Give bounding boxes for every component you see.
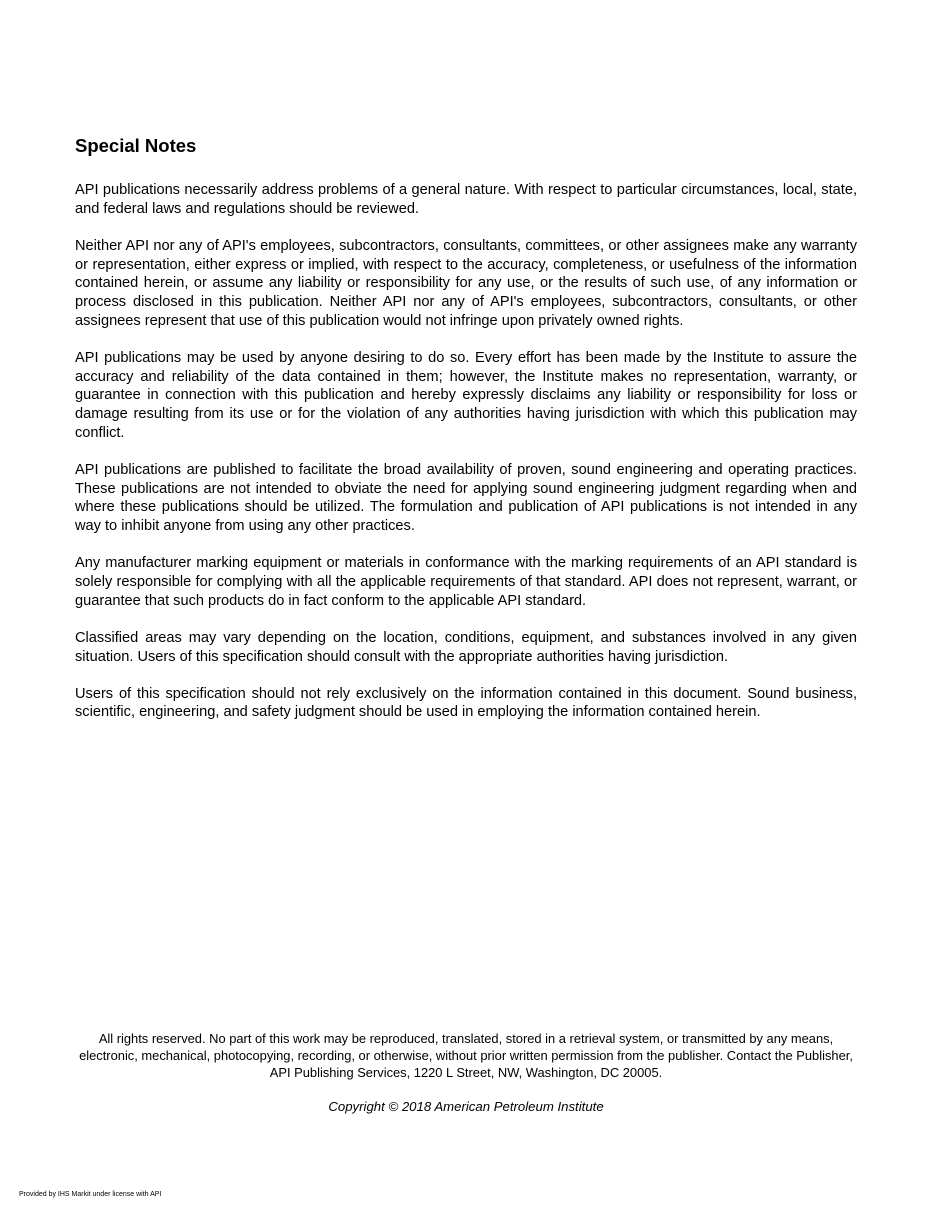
rights-reserved-notice: All rights reserved. No part of this work may be reproduced, translated, stored in a retrieval system, or transmitted by any means, electronic, mechanical, photocopying, recording, or otherwise, without prior written permission from the publisher. Contact the Publisher, API Publishing Services, 1220 L Street, NW, Washington, DC 20005.: [79, 1031, 853, 1080]
note-paragraph: API publications are published to facilitate the broad availability of proven, sound engineering and operating practices. These publications are not intended to obviate the need for applying sound engineering judgment regarding when and where these publications should be utilized. The formulation and publication of API publications is not intended in any way to inhibit anyone from using any other practices.: [75, 461, 857, 535]
note-paragraph: Users of this specification should not rely exclusively on the information contained in this document. Sound business, scientific, engineering, and safety judgment should be used in employing the information contained herein.: [75, 685, 857, 721]
page-title: Special Notes: [75, 135, 197, 156]
note-paragraph: API publications may be used by anyone desiring to do so. Every effort has been made by the Institute to assure the accuracy and reliability of the data contained in them; however, the Institute makes no representation, warranty, or guarantee in connection with this publication and hereby expressly disclaims any liability or responsibility for loss or damage resulting from its use or for the violation of any authorities having jurisdiction with which this publication may conflict.: [75, 349, 857, 441]
note-paragraph: API publications necessarily address problems of a general nature. With respect to particular circumstances, local, state, and federal laws and regulations should be reviewed.: [75, 182, 857, 217]
note-paragraph: Classified areas may vary depending on the location, conditions, equipment, and substances involved in any given situation. Users of this specification should consult with the appropriate authorities having jurisdiction.: [75, 629, 857, 665]
special-notes-body: [75, 181, 857, 741]
note-paragraph: Any manufacturer marking equipment or materials in conformance with the marking requirements of an API standard is solely responsible for complying with all the applicable requirements of that standard. API does not represent, warrant, or guarantee that such products do in fact conform to the applicable API standard.: [75, 555, 857, 609]
provided-by-notice: Provided by IHS Markit under license with API: [19, 1191, 162, 1198]
note-paragraph: Neither API nor any of API's employees, subcontractors, consultants, committees, or other assignees make any warranty or representation, either express or implied, with respect to the accuracy, completeness, or usefulness of the information contained herein, or assume any liability or responsibility for any use, or the results of such use, of any information or process disclosed in this publication. Neither API nor any of API's employees, subcontractors, consultants, or other assignees represent that use of this publication would not infringe upon privately owned rights.: [75, 237, 857, 329]
copyright-line: Copyright © 2018 American Petroleum Institute: [328, 1099, 604, 1114]
